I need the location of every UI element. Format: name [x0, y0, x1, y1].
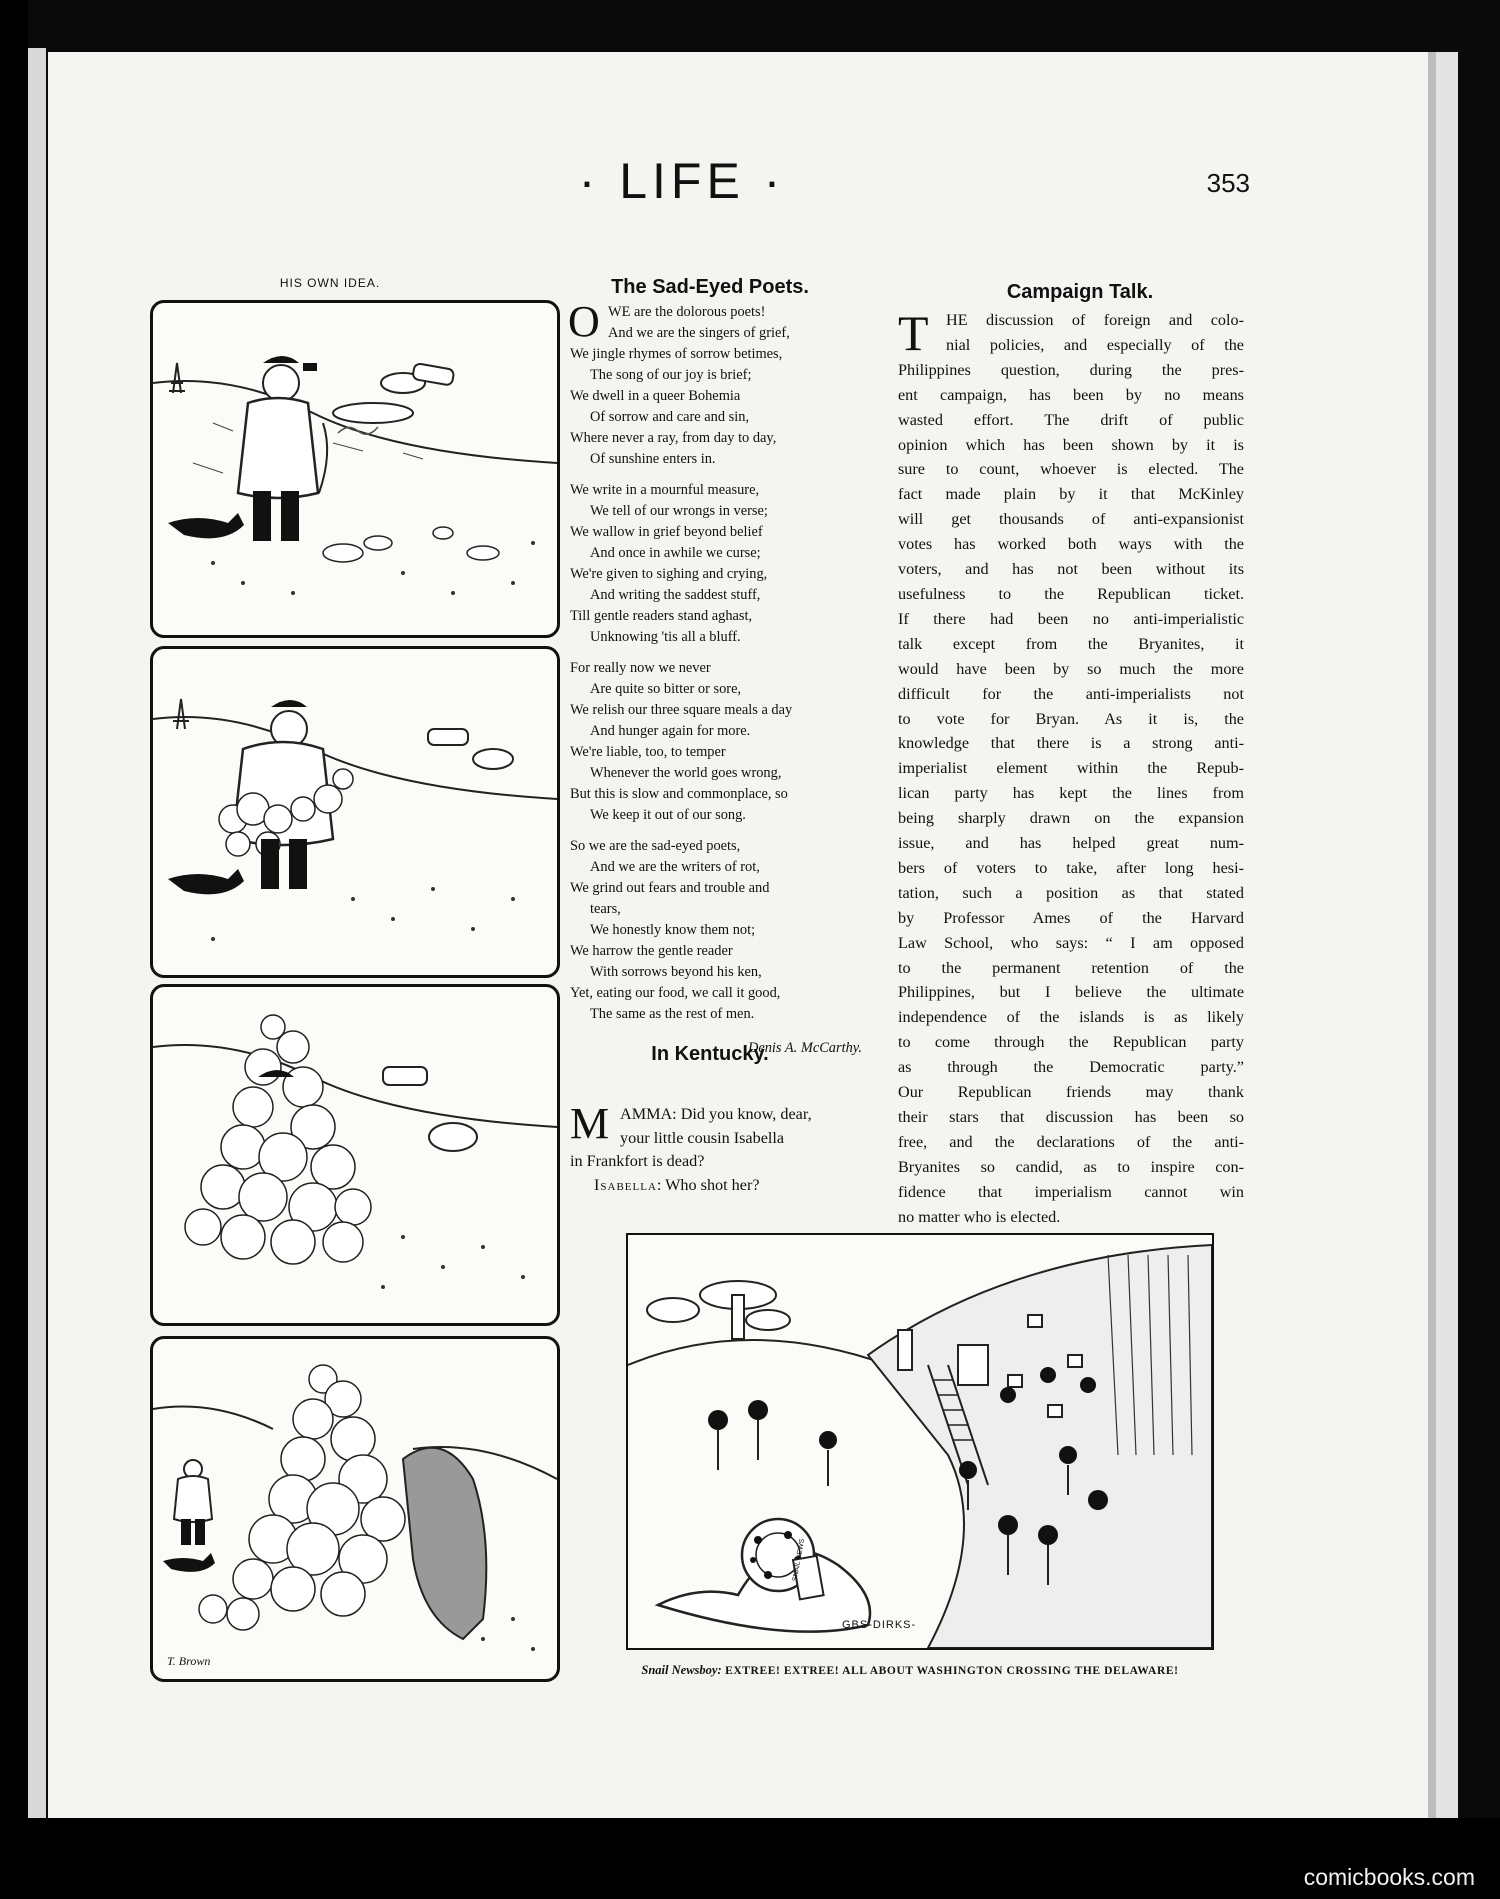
poem-line: We're liable, too, to temper [570, 744, 726, 760]
poem-line: We relish our three square meals a day [570, 702, 793, 718]
campaign-line: Philippines, but I believe the ultimate [898, 983, 1244, 1002]
poem-line: And writing the saddest stuff, [590, 587, 761, 603]
poem-line: The same as the rest of men. [590, 1006, 755, 1022]
panel-2-drawing [153, 649, 557, 975]
poem-author: Denis A. McCarthy. [747, 1040, 862, 1056]
panel-3-drawing [153, 987, 557, 1323]
campaign-body [898, 305, 1244, 1230]
poem-line: And once in awhile we curse; [590, 545, 761, 561]
poem-line: Where never a ray, from day to day, [570, 430, 777, 446]
scan-border-left [0, 0, 28, 1899]
campaign-line: lican party has kept the lines from [898, 784, 1244, 803]
campaign-line: tation, such a position as that stated [898, 883, 1244, 902]
poem-line: With sorrows beyond his ken, [590, 964, 762, 980]
poem-line: WE are the dolorous poets! [608, 304, 766, 320]
campaign-line: by Professor Ames of the Harvard [898, 908, 1244, 927]
cartoon-illustration [626, 1233, 1214, 1650]
poem-stanza-2 [570, 480, 880, 648]
comic-panel-3 [150, 984, 560, 1326]
poem-line: And hunger again for more. [590, 723, 751, 739]
poem-line: And we are the writers of rot, [590, 859, 760, 875]
campaign-line: votes has worked both ways with the [898, 535, 1244, 554]
poem-line: We write in a mournful measure, [570, 482, 760, 498]
campaign-line: wasted effort. The drift of public [898, 410, 1244, 429]
campaign-line: to come through the Republican party [898, 1033, 1244, 1052]
campaign-line: to vote for Bryan. As it is, the [898, 709, 1244, 728]
poem-title: The Sad-Eyed Poets. [611, 276, 809, 298]
campaign-line: nial policies, and especially of the [946, 335, 1244, 354]
campaign-line: knowledge that there is a strong anti- [898, 734, 1244, 753]
poem-line: We dwell in a queer Bohemia [570, 388, 741, 404]
campaign-line: fidence that imperialism cannot win [898, 1182, 1244, 1201]
comic-panel-1 [150, 300, 560, 638]
poem-line: Yet, eating our food, we call it good, [570, 985, 781, 1001]
poem-line: But this is slow and commonplace, so [570, 786, 788, 802]
campaign-line: would have been by so much the more [898, 659, 1244, 678]
campaign-line: to the permanent retention of the [898, 958, 1244, 977]
poem-line: We harrow the gentle reader [570, 943, 733, 959]
kentucky-speaker: Isabella [594, 1175, 657, 1194]
comic-panel-4 [150, 1336, 560, 1682]
poem-stanza-4 [570, 836, 880, 1025]
masthead: · LIFE · [578, 153, 786, 209]
kentucky-line: in Frankfort is dead? [570, 1152, 705, 1170]
kentucky-reply: : Who shot her? [656, 1175, 760, 1194]
watermark: comicbooks.com [1303, 1864, 1475, 1890]
panel-4-drawing [153, 1339, 557, 1679]
campaign-line: voters, and has not been without its [898, 560, 1244, 579]
campaign-line: ent campaign, has been by no means [898, 385, 1244, 404]
campaign-line: as through the Democratic party.” [898, 1058, 1244, 1077]
campaign-line: issue, and has helped great num- [898, 834, 1244, 853]
campaign-line: being sharply drawn on the expansion [898, 809, 1244, 828]
campaign-line: imperialist element within the Repub- [898, 759, 1244, 778]
kentucky-body [570, 1099, 882, 1197]
poem-line: We honestly know them not; [590, 922, 756, 938]
comic-signature: T. Brown [167, 1654, 211, 1668]
campaign-line: independence of the islands is as likely [898, 1008, 1244, 1027]
campaign-line: HE discussion of foreign and colo- [946, 311, 1244, 329]
poem-line: We keep it out of our song. [590, 807, 746, 823]
kentucky-line: AMMA: Did you know, dear, [620, 1105, 812, 1123]
cartoon-caption-speaker: Snail Newsboy: [641, 1663, 722, 1677]
campaign-line: Bryanites so candid, as to inspire con- [898, 1157, 1244, 1176]
poem-line: We tell of our wrongs in verse; [590, 503, 768, 519]
campaign-line: Law School, who says: “ I am opposed [898, 933, 1244, 952]
cartoon-drawing [628, 1235, 1212, 1648]
adjacent-page-edge [28, 48, 46, 1818]
poem-line: For really now we never [570, 660, 711, 676]
cartoon-caption-text: EXTREE! EXTREE! ALL ABOUT WASHINGTON CROSSING THE DELAWARE! [725, 1665, 1179, 1677]
poem-line: Whenever the world goes wrong, [590, 765, 782, 781]
cartoon-signature: GBS-DIRKS- [842, 1619, 917, 1631]
kentucky-reply-line [570, 1174, 882, 1198]
campaign-line: If there had been no anti-imperialistic [898, 609, 1244, 628]
panel-1-drawing [153, 303, 557, 635]
poem-drop-cap: O [568, 297, 600, 346]
comic-caption: HIS OWN IDEA. [279, 276, 381, 290]
campaign-line: free, and the declarations of the anti- [898, 1132, 1244, 1151]
poem-line: Of sunshine enters in. [590, 451, 716, 467]
poem-line: Unknowing 'tis all a bluff. [590, 629, 741, 645]
poem-line: We grind out fears and trouble and [570, 880, 770, 896]
poem-line: The song of our joy is brief; [590, 367, 752, 383]
poem-stanza-3 [570, 658, 880, 826]
campaign-line: will get thousands of anti-expansionist [898, 510, 1244, 529]
poem-line: Are quite so bitter or sore, [590, 681, 742, 697]
kentucky-drop-cap: M [570, 1099, 610, 1148]
campaign-line: Philippines question, during the pres- [898, 360, 1244, 379]
kentucky-title: In Kentucky. [651, 1043, 769, 1065]
poem-body [568, 297, 880, 1035]
page-number: 353 [1206, 168, 1250, 198]
campaign-line: fact made plain by it that McKinley [898, 485, 1244, 504]
poem-line: We wallow in grief beyond belief [570, 524, 763, 540]
kentucky-line: your little cousin Isabella [620, 1128, 785, 1147]
campaign-line: no matter who is elected. [898, 1207, 1061, 1226]
campaign-line: sure to count, whoever is elected. The [898, 460, 1244, 479]
campaign-line: opinion which has been shown by it is [898, 435, 1244, 454]
poem-line: Of sorrow and care and sin, [590, 409, 750, 425]
campaign-line: their stars that discussion has been so [898, 1108, 1244, 1126]
page-edge-right [1436, 52, 1458, 1818]
poem-line: We're given to sighing and crying, [570, 566, 768, 582]
campaign-line: difficult for the anti-imperialists not [898, 684, 1244, 703]
poem-line: And we are the singers of grief, [608, 325, 790, 341]
poem-line: So we are the sad-eyed poets, [570, 838, 741, 854]
campaign-line: talk except from the Bryanites, it [898, 634, 1244, 653]
campaign-line: usefulness to the Republican ticket. [898, 584, 1244, 603]
cartoon-caption [560, 1663, 1260, 1678]
campaign-line: Our Republican friends may thank [898, 1083, 1244, 1102]
campaign-line: bers of voters to take, after long hesi- [898, 858, 1244, 877]
campaign-title: Campaign Talk. [1006, 281, 1154, 303]
poem-stanza-1 [568, 297, 880, 470]
poem-line: We jingle rhymes of sorrow betimes, [570, 346, 783, 362]
cartoon-sign-text: SNAIL NEWS [791, 1538, 807, 1582]
poem-line: tears, [590, 901, 621, 917]
campaign-drop-cap: T [898, 305, 929, 361]
comic-panel-2 [150, 646, 560, 978]
page-edge-shadow [1428, 52, 1436, 1818]
poem-line: Till gentle readers stand aghast, [570, 608, 753, 624]
